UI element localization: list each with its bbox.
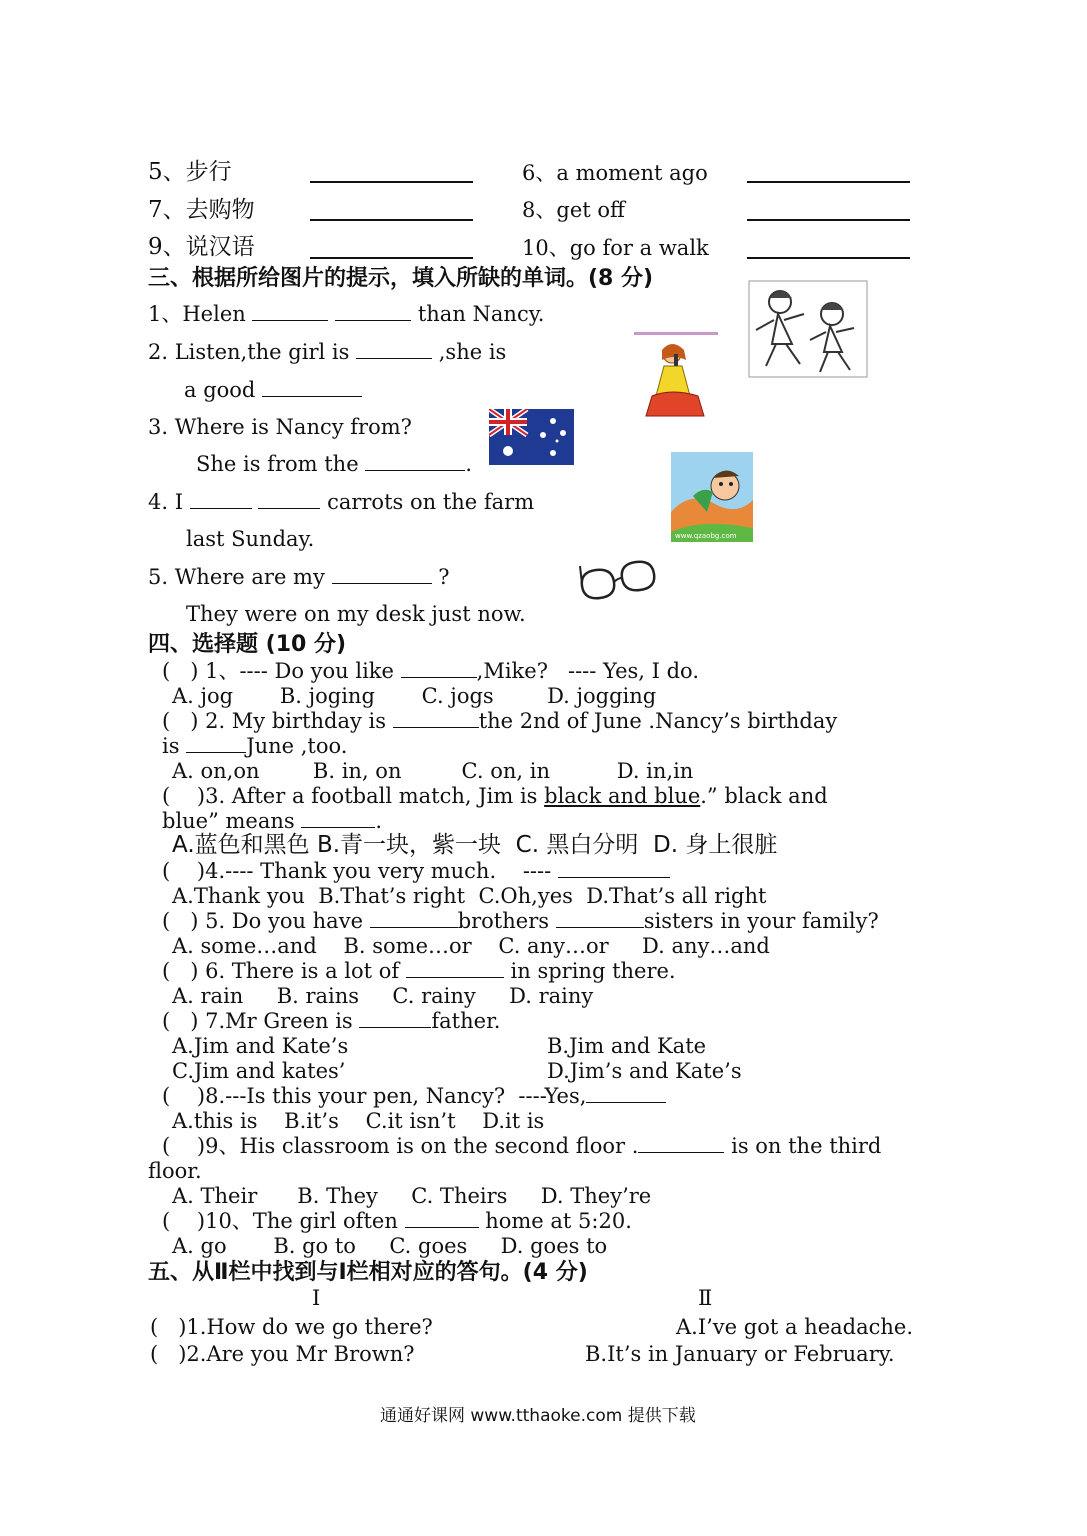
s4-question-10: ( )10、The girl often home at 5:20. <box>162 1209 632 1233</box>
s4-question-6-options: A. rain B. rains C. rainy D. rainy <box>172 984 594 1008</box>
s4-question-7-option-d: D.Jim’s and Kate’s <box>547 1059 742 1083</box>
s4-question-7-option-a: A.Jim and Kate’s <box>172 1034 349 1058</box>
s3-question-5-line2: They were on my desk just now. <box>186 602 526 626</box>
s3-question-4: 4. I carrots on the farm <box>148 490 535 514</box>
s3-question-2-line2: a good <box>184 380 362 401</box>
s4-question-9-options: A. Their B. They C. Theirs D. They’re <box>172 1184 652 1208</box>
s4-question-7-option-c: C.Jim and kates’ <box>172 1059 346 1083</box>
answer-blank[interactable] <box>310 219 473 221</box>
vocab-item-7: 7、去购物 <box>148 197 255 223</box>
s4-question-8: ( )8.---Is this your pen, Nancy? ----Yes, <box>162 1086 666 1107</box>
s4-question-6: ( ) 6. There is a lot of in spring there. <box>162 959 676 983</box>
vocab-item-9: 9、说汉语 <box>148 234 255 260</box>
answer-blank[interactable] <box>310 257 473 259</box>
running-girls-picture <box>748 280 868 378</box>
answer-blank[interactable] <box>747 181 910 183</box>
s3-question-1: 1、Helen than Nancy. <box>148 302 545 326</box>
s4-question-4-options: A.Thank you B.That’s right C.Oh,yes D.That’s all right <box>172 884 767 908</box>
s4-question-4: ( )4.---- Thank you very much. ---- <box>162 861 670 882</box>
s5-question-1: ( )1.How do we go there? <box>150 1315 433 1339</box>
s4-question-2-line2: is June ,too. <box>162 734 348 758</box>
s4-question-9: ( )9、His classroom is on the second floor . is on the third <box>162 1134 882 1158</box>
s3-question-3: 3. Where is Nancy from? <box>148 415 412 439</box>
section-3-title: 三、根据所给图片的提示，填入所缺的单词。(8 分) <box>148 266 654 291</box>
section-4-title: 四、选择题 (10 分) <box>148 632 347 657</box>
s4-question-8-options: A.this is B.it’s C.it isn’t D.it is <box>172 1109 545 1133</box>
singing-girl-picture <box>634 332 720 424</box>
s4-question-9-line2: floor. <box>148 1159 202 1183</box>
s3-question-5: 5. Where are my ? <box>148 565 450 589</box>
s4-question-7-option-b: B.Jim and Kate <box>547 1034 707 1058</box>
s4-question-3-line2: blue” means . <box>162 809 383 833</box>
australia-flag-picture <box>489 409 574 465</box>
s4-question-1: ( ) 1、---- Do you like ,Mike? ---- Yes, I do. <box>162 659 700 683</box>
picture-watermark: www.qzaobg.com <box>675 532 737 540</box>
s3-question-3-line2: She is from the . <box>196 452 472 476</box>
s5-question-2: ( )2.Are you Mr Brown? <box>150 1342 415 1366</box>
s4-question-2-options: A. on,on B. in, on C. on, in D. in,in <box>172 759 694 783</box>
farm-boy-picture <box>671 452 753 542</box>
s4-question-2: ( ) 2. My birthday is the 2nd of June .Nancy’s birthday <box>162 709 838 733</box>
vocab-item-6: 6、a moment ago <box>522 161 708 185</box>
answer-blank[interactable] <box>310 181 473 183</box>
column-2-header: Ⅱ <box>698 1286 713 1310</box>
vocab-item-8: 8、get off <box>522 198 625 222</box>
glasses-picture <box>578 556 656 608</box>
s4-question-1-options: A. jog B. joging C. jogs D. jogging <box>172 684 657 708</box>
s4-question-10-options: A. go B. go to C. goes D. goes to <box>172 1234 608 1258</box>
footer-credit: 通通好课网 www.tthaoke.com 提供下载 <box>380 1406 696 1426</box>
s4-question-7: ( ) 7.Mr Green is father. <box>162 1009 501 1033</box>
column-1-header: Ⅰ <box>312 1286 321 1310</box>
vocab-item-5: 5、步行 <box>148 159 232 185</box>
s4-question-3: ( )3. After a football match, Jim is black and blue.” black and <box>162 784 828 808</box>
answer-blank[interactable] <box>747 219 910 221</box>
section-5-title: 五、从Ⅱ栏中找到与Ⅰ栏相对应的答句。(4 分) <box>148 1260 588 1285</box>
s4-question-3-options: A.蓝色和黑色 B.青一块，紫一块 C. 黑白分明 D. 身上很脏 <box>172 832 778 858</box>
s4-question-5-options: A. some…and B. some…or C. any…or D. any…and <box>172 934 770 958</box>
s5-answer-b: B.It’s in January or February. <box>585 1342 895 1366</box>
s4-question-5: ( ) 5. Do you have brothers sisters in your family? <box>162 909 879 933</box>
s5-answer-a: A.I’ve got a headache. <box>676 1315 913 1339</box>
answer-blank[interactable] <box>747 257 910 259</box>
vocab-item-10: 10、go for a walk <box>522 236 709 260</box>
s3-question-4-line2: last Sunday. <box>186 527 315 551</box>
s3-question-2: 2. Listen,the girl is ,she is <box>148 340 507 364</box>
